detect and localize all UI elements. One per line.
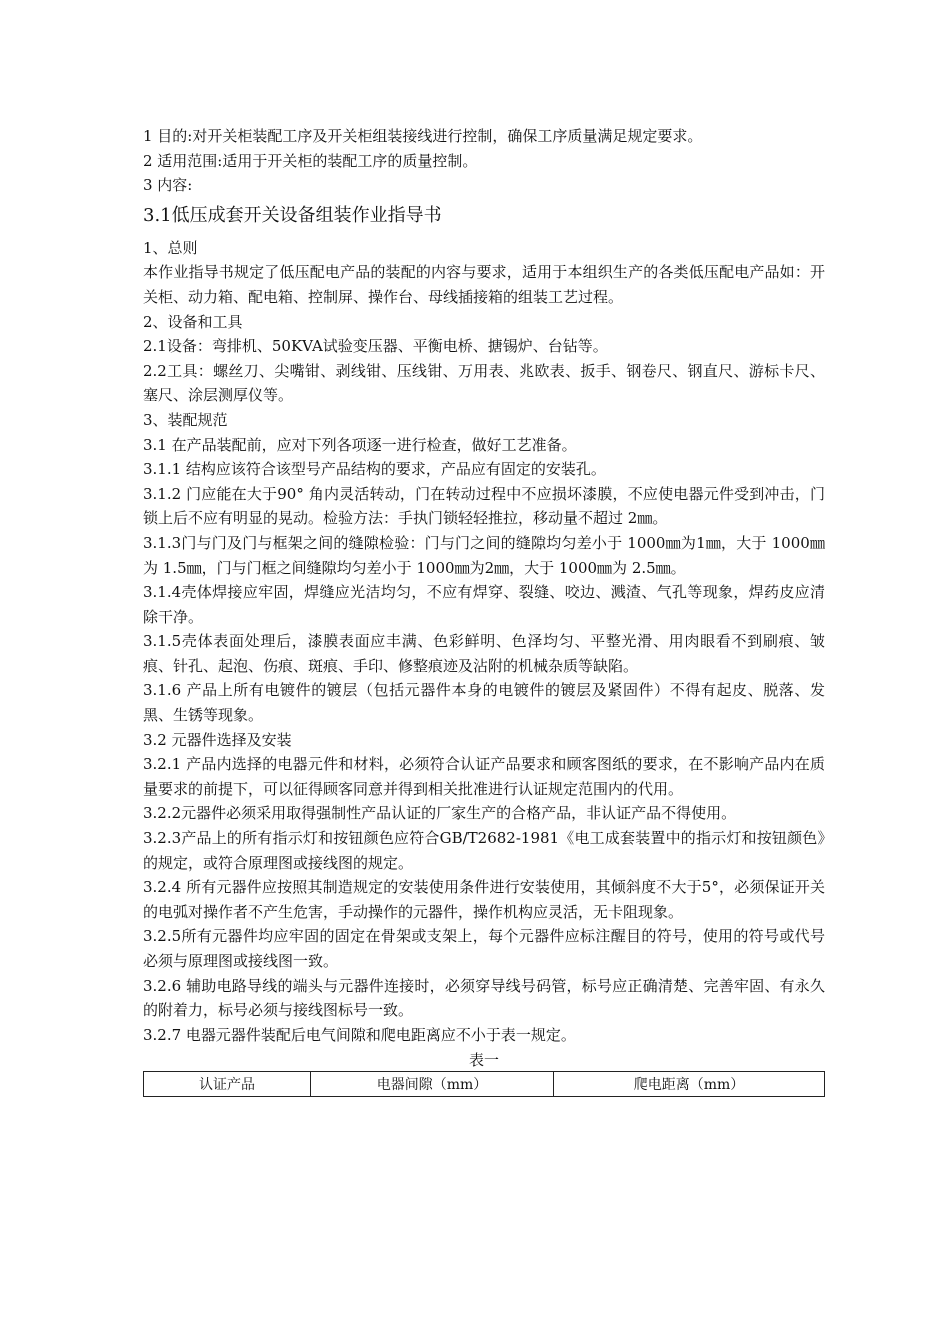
table-caption: 表一 [468,1051,499,1070]
scope-line: 2 适用范围:适用于开关柜的装配工序的质量控制。 [143,151,478,170]
equipment-2-1: 2.1设备：弯排机、50KVA试验变压器、平衡电桥、搪锡炉、台钻等。 [143,337,608,356]
clause-3-2-5: 3.2.5所有元器件均应牢固的固定在骨架或支架上，每个元器件应标注醒目的符号，使用的符号或代号必须与原理图或接线图一致。 [143,927,825,970]
clause-3-2-1: 3.2.1 产品内选择的电器元件和材料，必须符合认证产品要求和顾客图纸的要求，在不影响产品内在质量要求的前提下，可以征得顾客同意并得到相关批准进行认证规定范围内的代用。 [143,755,825,798]
equipment-2-2: 2.2工具：螺丝刀、尖嘴钳、剥线钳、压线钳、万用表、兆欧表、扳手、钢卷尺、钢直尺、游标卡尺、塞尺、涂层测厚仪等。 [143,361,825,405]
clause-3-2-2: 3.2.2元器件必须采用取得强制性产品认证的厂家生产的合格产品，非认证产品不得使用。 [143,804,737,823]
clause-3-1-1: 3.1.1 结构应该符合该型号产品结构的要求，产品应有固定的安装孔。 [143,460,606,479]
purpose-line: 1 目的:对开关柜装配工序及开关柜组装接线进行控制，确保工序质量满足规定要求。 [143,127,703,145]
document-page [143,124,825,1097]
clause-3-1-3: 3.1.3门与门及门与框架之间的缝隙检验：门与门之间的缝隙均匀差小于 1000㎜为1㎜，大于 1000㎜为 1.5㎜，门与门框之间缝隙均匀差小于 1000㎜为2㎜，大于 1000㎜为 2.5㎜。 [143,533,825,577]
assembly-heading: 3、装配规范 [143,410,228,429]
clause-3-2-6: 3.2.6 辅助电路导线的端头与元器件连接时，必须穿导线号码管，标号应正确清楚、完善牢固、有永久的附着力，标号必须与接线图标号一致。 [143,976,825,1020]
clause-3-1-2: 3.1.2 门应能在大于90° 角内灵活转动，门在转动过程中不应损坏漆膜，不应使电器元件受到冲击，门锁上后不应有明显的晃动。检验方法：手执门锁轻轻推拉，移动量不超过 2㎜。 [143,484,825,528]
document-title: 3.1低压成套开关设备组装作业指导书 [143,204,442,226]
clause-3-2-3: 3.2.3产品上的所有指示灯和按钮颜色应符合GB/T2682-1981《电工成套装置中的指示灯和按钮颜色》的规定，或符合原理图或接线图的规定。 [143,829,825,872]
equipment-heading: 2、设备和工具 [143,312,243,331]
clause-3-1: 3.1 在产品装配前，应对下列各项逐一进行检查，做好工艺准备。 [143,435,577,454]
clause-3-2: 3.2 元器件选择及安装 [143,730,292,749]
table-header-creepage: 爬电距离（mm） [554,1072,825,1097]
content-line: 3 内容: [143,176,193,195]
table-header-product: 认证产品 [144,1072,311,1097]
table-header-clearance: 电器间隙（mm） [311,1072,554,1097]
clause-3-1-4: 3.1.4壳体焊接应牢固，焊缝应光洁均匀，不应有焊穿、裂缝、咬边、溅渣、气孔等现象，焊药皮应清除干净。 [143,583,825,626]
clause-3-1-6: 3.1.6 产品上所有电镀件的镀层（包括元器件本身的电镀件的镀层及紧固件）不得有起皮、脱落、发黑、生锈等现象。 [143,681,825,725]
general-heading: 1、总则 [143,238,198,257]
table-header-row [144,1072,825,1097]
general-paragraph: 本作业指导书规定了低压配电产品的装配的内容与要求，适用于本组织生产的各类低压配电产品如：开关柜、动力箱、配电箱、控制屏、操作台、母线插接箱的组装工艺过程。 [143,263,825,306]
clause-3-2-4: 3.2.4 所有元器件应按照其制造规定的安装使用条件进行安装使用，其倾斜度不大于5°，必须保证开关的电弧对操作者不产生危害，手动操作的元器件，操作机构应灵活，无卡阻现象。 [143,878,825,921]
clause-3-1-5: 3.1.5壳体表面处理后，漆膜表面应丰满、色彩鲜明、色泽均匀、平整光滑、用肉眼看不到刷痕、皱痕、针孔、起泡、伤痕、斑痕、手印、修整痕迹及沾附的机械杂质等缺陷。 [143,632,825,675]
clause-3-2-7: 3.2.7 电器元器件装配后电气间隙和爬电距离应不小于表一规定。 [143,1025,576,1044]
clearance-table [143,1071,825,1097]
